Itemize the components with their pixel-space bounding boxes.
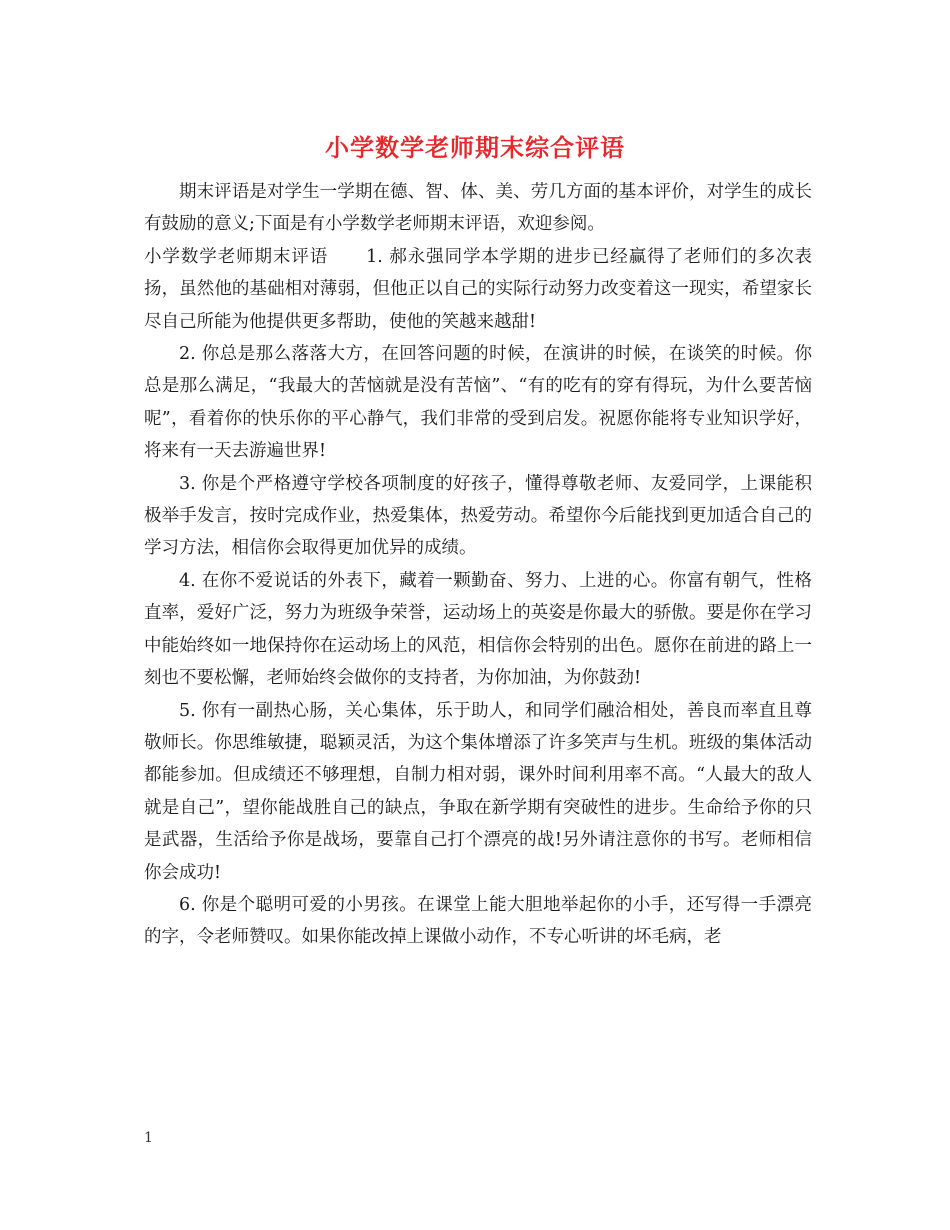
page-number: 1 xyxy=(144,1130,153,1146)
section-label: 小学数学老师期末评语 xyxy=(144,246,329,267)
item-6-paragraph: 6. 你是个聪明可爱的小男孩。在课堂上能大胆地举起你的小手，还写得一手漂亮的字，令老师赞叹。如果你能改掉上课做小动作，不专心听讲的坏毛病，老 xyxy=(144,894,812,948)
item-4-paragraph: 4. 在你不爱说话的外表下，藏着一颗勤奋、努力、上进的心。你富有朝气，性格直率，爱好广泛，努力为班级争荣誉，运动场上的英姿是你最大的骄傲。要是你在学习中能始终如一地保持你在运动场上的风范，相信你会特别的出色。愿你在前进的路上一刻也不要松懈，老师始终会做你的支持者，为你加油，为你鼓劲! xyxy=(144,570,812,689)
document-title: 小学数学老师期末综合评语 xyxy=(325,133,625,162)
item-5-paragraph: 5. 你有一副热心肠，关心集体，乐于助人，和同学们融洽相处，善良而率直且尊敬师长。你思维敏捷，聪颖灵活，为这个集体增添了许多笑声与生机。班级的集体活动都能参加。但成绩还不够理想，自制力相对弱，课外时间利用率不高。“人最大的敌人就是自己”，望你能战胜自己的缺点，争取在新学期有突破性的进步。生命给予你的只是武器，生活给予你是战场，要靠自己打个漂亮的战!另外请注意你的书写。老师相信你会成功! xyxy=(144,700,812,883)
item-1-paragraph xyxy=(144,241,812,338)
item-3-paragraph: 3. 你是个严格遵守学校各项制度的好孩子，懂得尊敬老师、友爱同学，上课能积极举手发言，按时完成作业，热爱集体，热爱劳动。希望你今后能找到更加适合自己的学习方法，相信你会取得更加优异的成绩。 xyxy=(144,473,812,559)
intro-paragraph: 期末评语是对学生一学期在德、智、体、美、劳几方面的基本评价，对学生的成长有鼓励的意义;下面是有小学数学老师期末评语，欢迎参阅。 xyxy=(144,182,812,235)
item-2-paragraph: 2. 你总是那么落落大方，在回答问题的时候，在演讲的时候，在谈笑的时候。你总是那么满足，“我最大的苦恼就是没有苦恼”、“有的吃有的穿有得玩，为什么要苦恼呢”，看着你的快乐你的平心静气，我们非常的受到启发。祝愿你能将专业知识学好，将来有一天去游遍世界! xyxy=(144,344,812,462)
document-body xyxy=(144,176,812,954)
item-1-text: 1. 郝永强同学本学期的进步已经赢得了老师们的多次表扬，虽然他的基础相对薄弱，但他正以自己的实际行动努力改变着这一现实，希望家长尽自己所能为他提供更多帮助，使他的笑越来越甜! xyxy=(144,246,813,332)
